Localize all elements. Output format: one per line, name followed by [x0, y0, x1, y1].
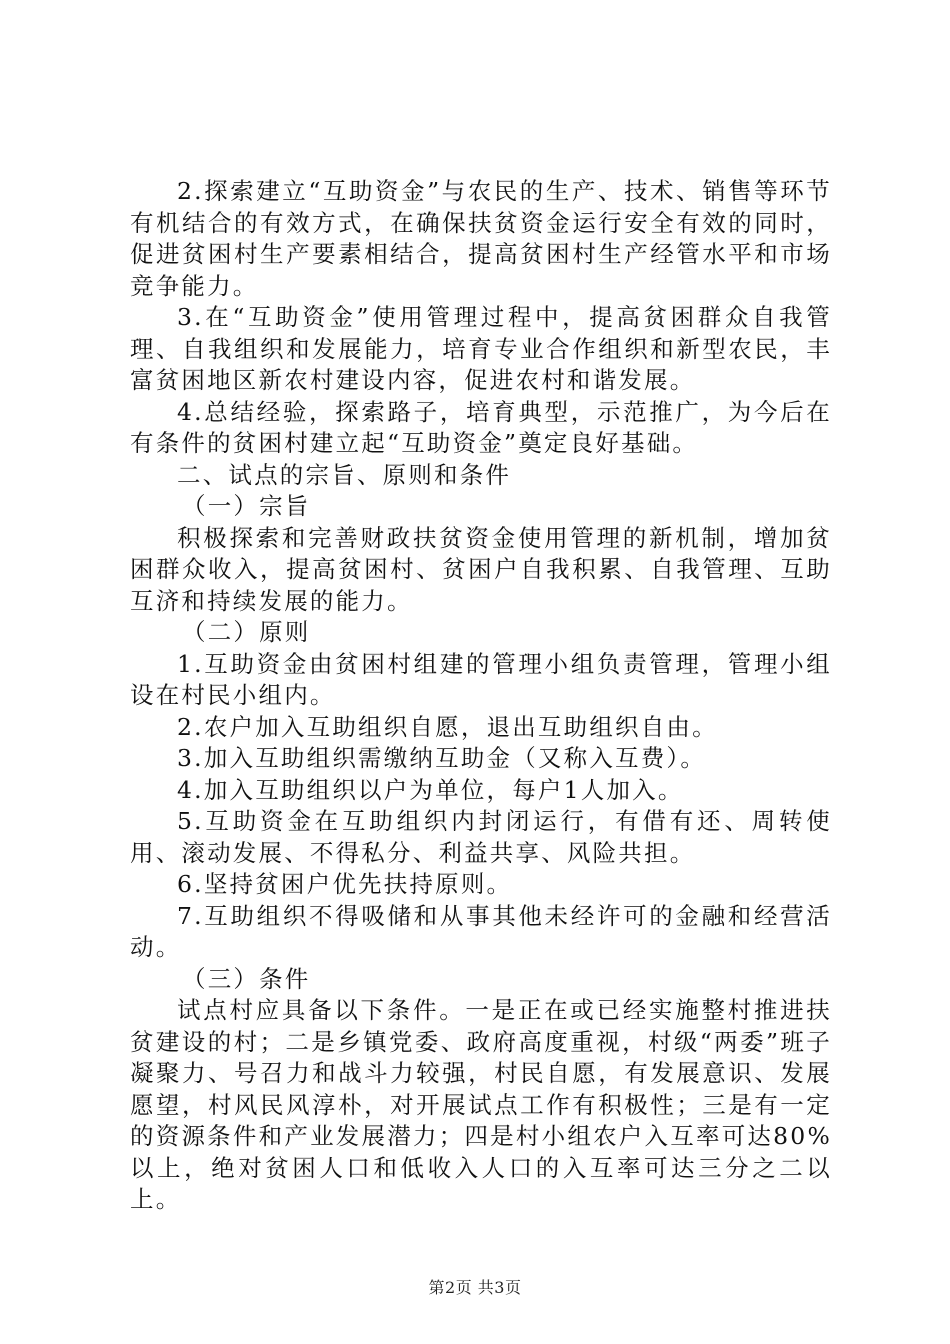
- subheading-purpose: （一）宗旨: [182, 492, 311, 520]
- section-heading: 二、试点的宗旨、原则和条件: [177, 460, 512, 489]
- principle-item-7: 7.互助组织不得吸储和从事其他未经许可的金融和经营活动。: [130, 901, 832, 961]
- principle-item-3: 3.加入互助组织需缴纳互助金（又称入互费）。: [177, 744, 707, 772]
- principle-item-2: 2.农户加入互助组织自愿，退出互助组织自由。: [177, 712, 718, 741]
- principle-item-5: 5.互助资金在互助组织内封闭运行，有借有还、周转使用、滚动发展、不得私分、利益共享、风险共担。: [130, 807, 832, 867]
- page-number-footer: 第2页 共3页: [428, 1278, 522, 1297]
- purpose-paragraph: 积极探索和完善财政扶贫资金使用管理的新机制，增加贫困群众收入，提高贫困村、贫困户自我积累、自我管理、互助互济和持续发展的能力。: [130, 523, 832, 615]
- paragraph-item-3: 3.在“互助资金”使用管理过程中，提高贫困群众自我管理、自我组织和发展能力，培育专业合作组织和新型农民，丰富贫困地区新农村建设内容，促进农村和谐发展。: [130, 303, 832, 394]
- conditions-paragraph: 试点村应具备以下条件。一是正在或已经实施整村推进扶贫建设的村；二是乡镇党委、政府高度重视，村级“两委”班子凝聚力、号召力和战斗力较强，村民自愿，有发展意识、发展愿望，村风民风淳朴，对开展试点工作有积极性；三是有一定的资源条件和产业发展潜力；四是村小组农户入互率可达80%以上，绝对贫困人口和低收入人口的入互率可达三分之二以上。: [130, 996, 832, 1213]
- document-body: [130, 176, 832, 1216]
- principle-item-4: 4.加入互助组织以户为单位，每户1人加入。: [177, 775, 684, 804]
- principle-item-1: 1.互助资金由贫困村组建的管理小组负责管理，管理小组设在村民小组内。: [130, 649, 832, 709]
- subheading-principles: （二）原则: [182, 618, 311, 646]
- principle-item-6: 6.坚持贫困户优先扶持原则。: [177, 870, 513, 898]
- paragraph-item-4: 4.总结经验，探索路子，培育典型，示范推广，为今后在有条件的贫困村建立起“互助资金”奠定良好基础。: [130, 397, 832, 457]
- paragraph-item-2: 2.探索建立“互助资金”与农民的生产、技术、销售等环节有机结合的有效方式，在确保扶贫资金运行安全有效的同时，促进贫困村生产要素相结合，提高贫困村生产经管水平和市场竞争能力。: [130, 177, 832, 300]
- subheading-conditions: （三）条件: [182, 964, 311, 993]
